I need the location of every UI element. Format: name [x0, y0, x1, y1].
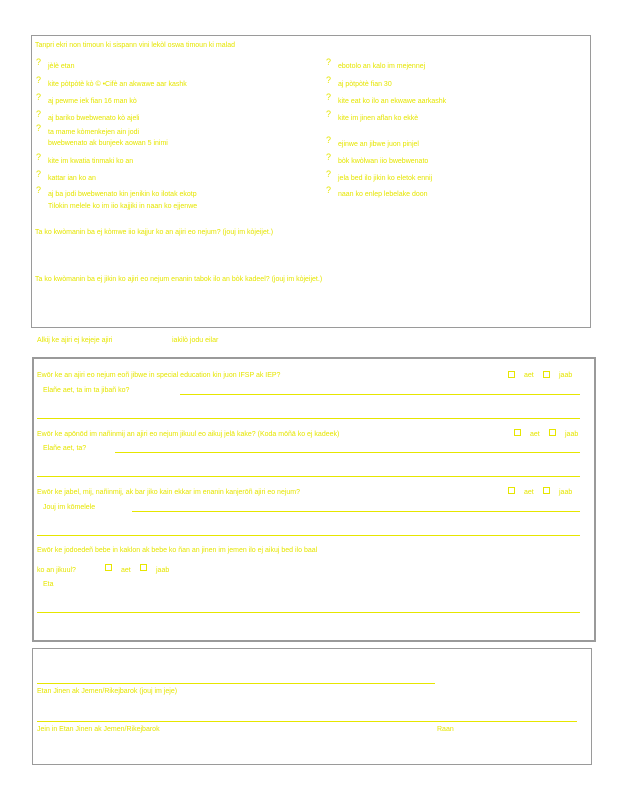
followup-disability: Jouj im kōmelele [43, 504, 96, 511]
concern-item: bòk kwòlwan iio bwebwenato [338, 158, 429, 165]
answer-line[interactable] [37, 535, 580, 536]
question-mark-icon: ? [326, 169, 332, 179]
question-mark-icon: ? [326, 185, 332, 195]
followup-special-education: Elañe aet, ta im ta jibañ ko? [43, 387, 130, 394]
concern-item: ejinwe an jibwe juon pinjel [338, 141, 419, 148]
concern-item: ta mame kòmenkejen ain jodi [48, 129, 140, 136]
signature-line[interactable] [37, 721, 577, 722]
concern-item: kite pòtpòtè kò © •Cifè an akwawe aar kashk [48, 81, 187, 88]
concern-item: jela bed ilo jikin ko eletok ennij [338, 175, 433, 182]
question-mark-icon: ? [326, 92, 332, 102]
question-disability: Ewōr ke jabel, mij, nañinmij, ak bar jiko kain ekkar im enanin kanjerōñ ajiri eo nejum? [37, 489, 301, 496]
answer-line[interactable] [37, 418, 580, 419]
question-mark-icon: ? [36, 92, 42, 102]
parent-name-line[interactable] [37, 683, 435, 684]
no-label: jaab [156, 567, 170, 574]
no-checkbox[interactable] [140, 564, 147, 571]
followup-health-conditions: Elañe aet, ta? [43, 445, 87, 452]
concern-item: naan ko enlep lebelake doon [338, 191, 428, 198]
yes-label: aet [121, 567, 131, 574]
concern-item: aj pewme iek fian 16 man kò [48, 98, 137, 105]
question-custody-line2: ko an jikuul? [37, 567, 76, 574]
concern-note: Tilokin melele ko im iio kajjiki in naan ko ejjenwe [48, 203, 198, 210]
no-checkbox[interactable] [543, 371, 550, 378]
question-mark-icon: ? [36, 152, 42, 162]
yes-checkbox[interactable] [514, 429, 521, 436]
answer-line[interactable] [132, 511, 580, 512]
question-mark-icon: ? [326, 152, 332, 162]
question-strengths: Ta ko kwòmanin ba ej kòmwe iio kajjur ko an ajiri eo nejum? (jouj im kòjeijet.) [35, 229, 274, 236]
question-mark-icon: ? [326, 75, 332, 85]
yes-label: aet [524, 489, 534, 496]
question-mark-icon: ? [36, 75, 42, 85]
yes-checkbox[interactable] [508, 487, 515, 494]
concern-item: ebotolo an kalo im mejennej [338, 63, 426, 70]
answer-line[interactable] [115, 452, 580, 453]
concern-item: kite im jinen aflan ko ekkè [338, 115, 419, 122]
concern-item: kattar ian ko an [48, 175, 96, 182]
answer-line[interactable] [180, 394, 580, 395]
question-health-conditions: Ewōr ke apōnōd im nañinmij an ajiri eo nejum jikuul eo aikuj jelā kake? (Koda mōñā ko ej kadeek) [37, 431, 340, 438]
question-mark-icon: ? [326, 109, 332, 119]
yes-checkbox[interactable] [105, 564, 112, 571]
question-mark-icon: ? [36, 57, 42, 67]
yes-label: aet [524, 372, 534, 379]
answer-line[interactable] [37, 476, 580, 477]
date-label: Raan [437, 726, 454, 733]
question-mark-icon: ? [36, 185, 42, 195]
question-challenges: Ta ko kwòmanin ba ej jikin ko ajiri eo nejum enanin tabok ilo an bòk kadeel? (jouj im kòjeijet.) [35, 276, 323, 283]
signature-label: Jein in Etan Jinen ak Jemen/Rikejbarok [37, 726, 160, 733]
question-mark-icon: ? [36, 169, 42, 179]
answer-line[interactable] [37, 612, 580, 613]
question-custody: Ewōr ke jodoedeñ bebe in kaklon ak bebe ko ñan an jinen im jemen ilo ej aikuj bed ilo baal [37, 547, 318, 554]
followup-custody: Eta [43, 581, 54, 588]
section-signature-box [32, 648, 592, 765]
no-label: jaab [559, 372, 573, 379]
concern-item-continued: bwebwenato ak bunjeek aowan 5 inimi [48, 140, 168, 147]
concern-item: aj bariko bwebwenato kò ajeli [48, 115, 140, 122]
question-mark-icon: ? [36, 109, 42, 119]
yes-label: aet [530, 431, 540, 438]
section-concerns-box [31, 35, 591, 328]
section-health-box [32, 357, 596, 642]
no-checkbox[interactable] [549, 429, 556, 436]
section-concerns-title: Tanpri ekri non timoun ki sispann vini lekòl oswa timoun ki malad [35, 42, 235, 49]
no-label: jaab [565, 431, 579, 438]
no-checkbox[interactable] [543, 487, 550, 494]
question-mark-icon: ? [326, 57, 332, 67]
concern-item: kite im kwatia tinmaki ko an [48, 158, 134, 165]
concern-item: aj ba jodi bwebwenato kin jenikin ko ilotak ekotp [48, 191, 197, 198]
between-left-text: Alkij ke ajiri ej kejeje ajiri [37, 337, 113, 344]
between-right-text: iakilò jodu eilar [172, 337, 219, 344]
question-mark-icon: ? [326, 135, 332, 145]
concern-item: aj pòtpòtè fian 30 [338, 81, 392, 88]
no-label: jaab [559, 489, 573, 496]
parent-name-label: Etan Jinen ak Jemen/Rikejbarok (jouj im jeje) [37, 688, 178, 695]
yes-checkbox[interactable] [508, 371, 515, 378]
question-mark-icon: ? [36, 123, 42, 133]
concern-item: jèlè etan [48, 63, 75, 70]
concern-item: kite eat ko ilo an ekwawe aarkashk [338, 98, 447, 105]
question-special-education: Ewōr ke an ajiri eo nejum eoñ jibwe in special education kin juon IFSP ak IEP? [37, 372, 281, 379]
